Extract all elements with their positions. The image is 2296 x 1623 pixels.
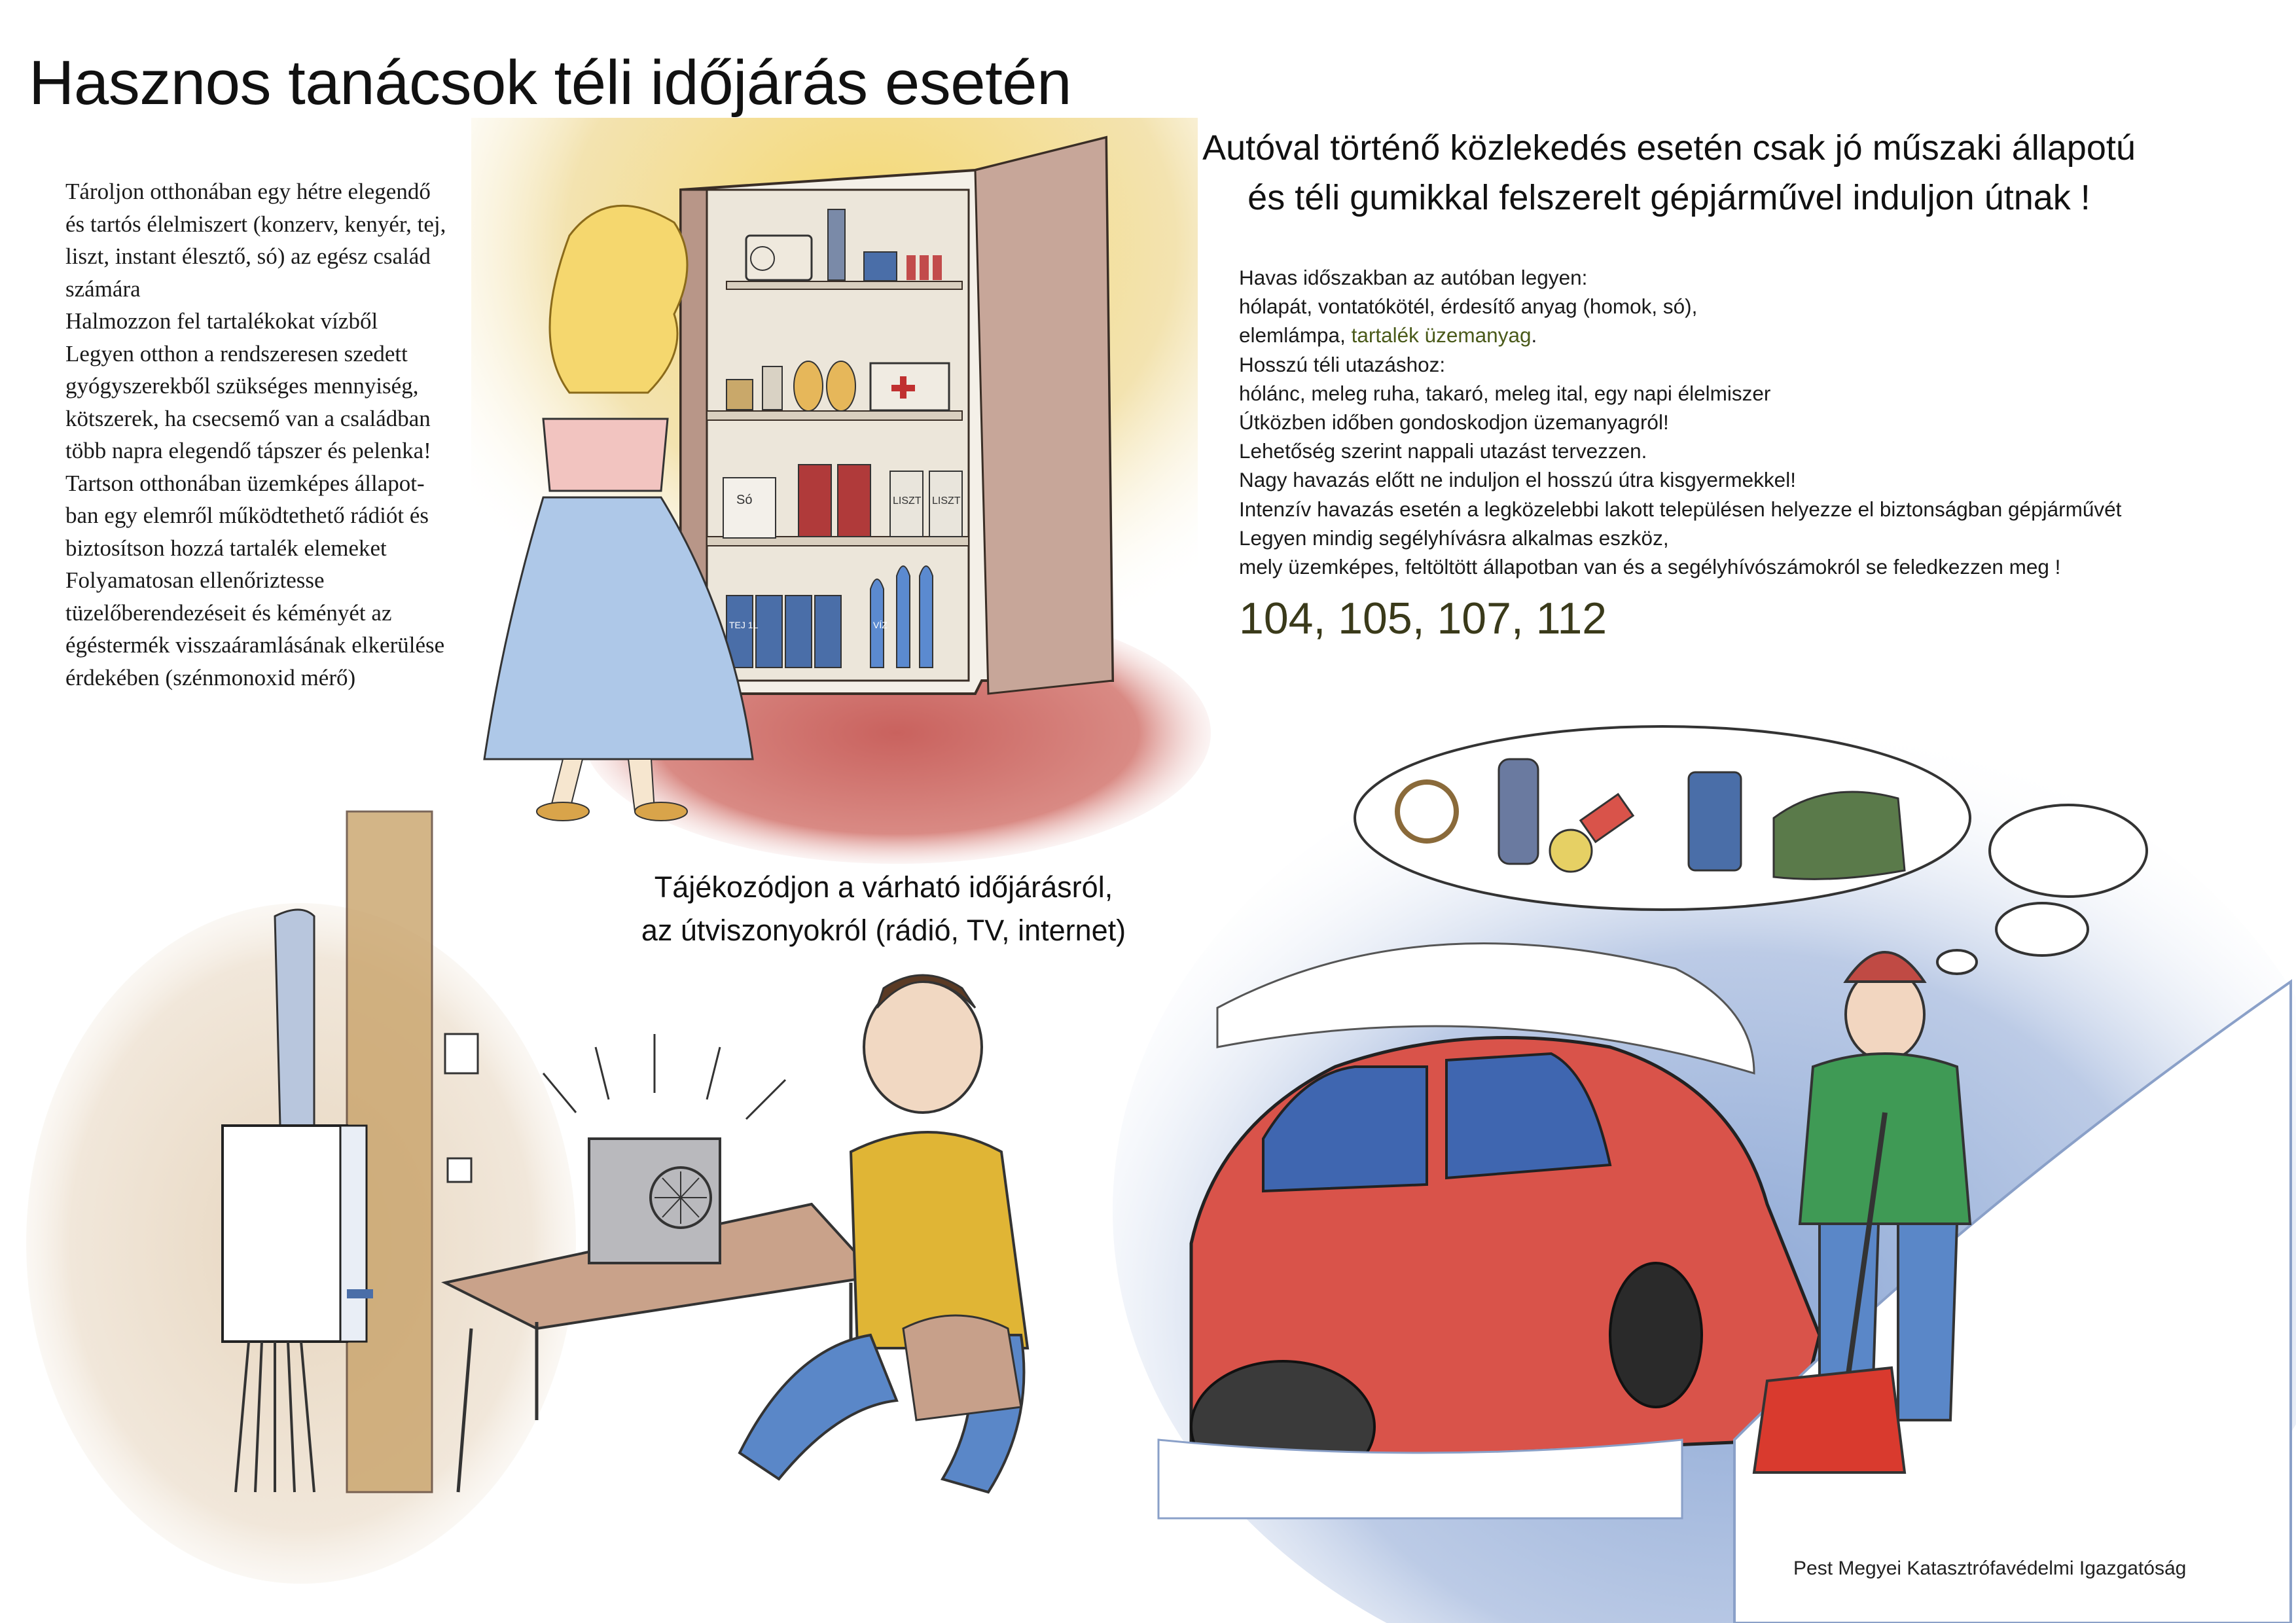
milk-label: TEJ 1L [729,620,759,630]
car-tip-line: Útközben időben gondoskodjon üzemanyagról! [1239,410,1669,435]
spare-fuel-highlight: tartalék üzemanyag [1351,323,1532,348]
home-tip-line: Tároljon otthonában egy hétre elegendő [65,179,431,204]
car-tips-text [1239,263,2121,581]
emergency-numbers: 104, 105, 107, 112 [1239,594,1607,643]
pantry-illustration [471,118,1211,864]
car-tip-line: Havas időszakban az autóban legyen: [1239,266,1588,289]
home-tip-line: kötszerek, ha csecsemő van a családban [65,405,431,431]
home-tip-line: Tartson otthonában üzemképes állapot- [65,470,425,496]
flour-label-2: LISZT [932,495,961,507]
car-tip-line: Nagy havazás előtt ne induljon el hosszú útra kisgyermekkel! [1239,468,1796,492]
home-tip-line: gyógyszerekből szükséges mennyiség, [65,373,419,399]
page-title: Hasznos tanácsok téli időjárás esetén [29,48,1072,118]
car-tip-line: hólánc, meleg ruha, takaró, meleg ital, egy napi élelmiszer [1239,381,1771,405]
flour-label-1: LISZT [893,495,922,507]
home-tip-line: Halmozzon fel tartalékokat vízből [65,308,378,334]
water-label: VÍZ [873,620,888,630]
car-heading-line-1: Autóval történő közlekedés esetén csak jó műszaki állapotú [1202,128,2136,168]
organization-credit: Pest Megyei Katasztrófavédelmi Igazgatóság [1793,1558,2187,1579]
car-tip-line: Lehetőség szerint nappali utazást tervezzen. [1239,439,1647,463]
radio-caption-line-1: Tájékozódjon a várható időjárásról, [654,870,1113,904]
car-tip-line: hólapát, vontatókötél, érdesítő anyag (homok, só), [1239,294,1698,319]
car-tip-line [1239,321,2121,349]
car-tip-line: mely üzemképes, feltöltött állapotban van és a segélyhívószámokról se feledkezzen meg ! [1239,555,2061,579]
radio-caption-line-2: az útviszonyokról (rádió, TV, internet) [641,914,1126,947]
car-tip-text: elemlámpa, [1239,323,1352,348]
salt-label: Só [736,493,753,507]
car-heading [1113,123,2225,223]
home-tip-line: és tartós élelmiszert (konzerv, kenyér, tej, [65,211,446,237]
home-tip-line: ban egy elemről működtethető rádiót és [65,503,429,528]
home-tips-text [65,175,537,694]
car-tip-line: Intenzív havazás esetén a legközelebbi lakott településen helyezze el biztonságban gépjárművét [1239,497,2122,521]
snow-car-illustration [1113,713,2296,1623]
home-tip-line: égéstermék visszaáramlásának elkerülése [65,632,445,658]
home-tip-line: Folyamatosan ellenőriztesse [65,567,325,593]
home-tip-line: számára [65,276,141,302]
car-tip-line: Hosszú téli utazáshoz: [1239,352,1446,376]
home-tip-line: több napra elegendő tápszer és pelenka! [65,438,431,463]
radio-caption [504,866,1263,952]
home-tip-line: biztosítson hozzá tartalék elemeket [65,535,387,561]
home-tip-line: liszt, instant élesztő, só) az egész család [65,243,431,269]
boiler-illustration [26,812,576,1584]
car-tip-text: . [1531,323,1537,348]
car-heading-line-2: és téli gumikkal felszerelt gépjárművel induljon útnak ! [1247,178,2090,217]
home-tip-line: tüzelőberendezéseit és kéményét az [65,599,392,626]
home-tip-line: Legyen otthon a rendszeresen szedett [65,340,408,366]
car-tip-line: Legyen mindig segélyhívásra alkalmas eszköz, [1239,526,1669,550]
home-tip-line: érdekében (szénmonoxid mérő) [65,664,356,690]
